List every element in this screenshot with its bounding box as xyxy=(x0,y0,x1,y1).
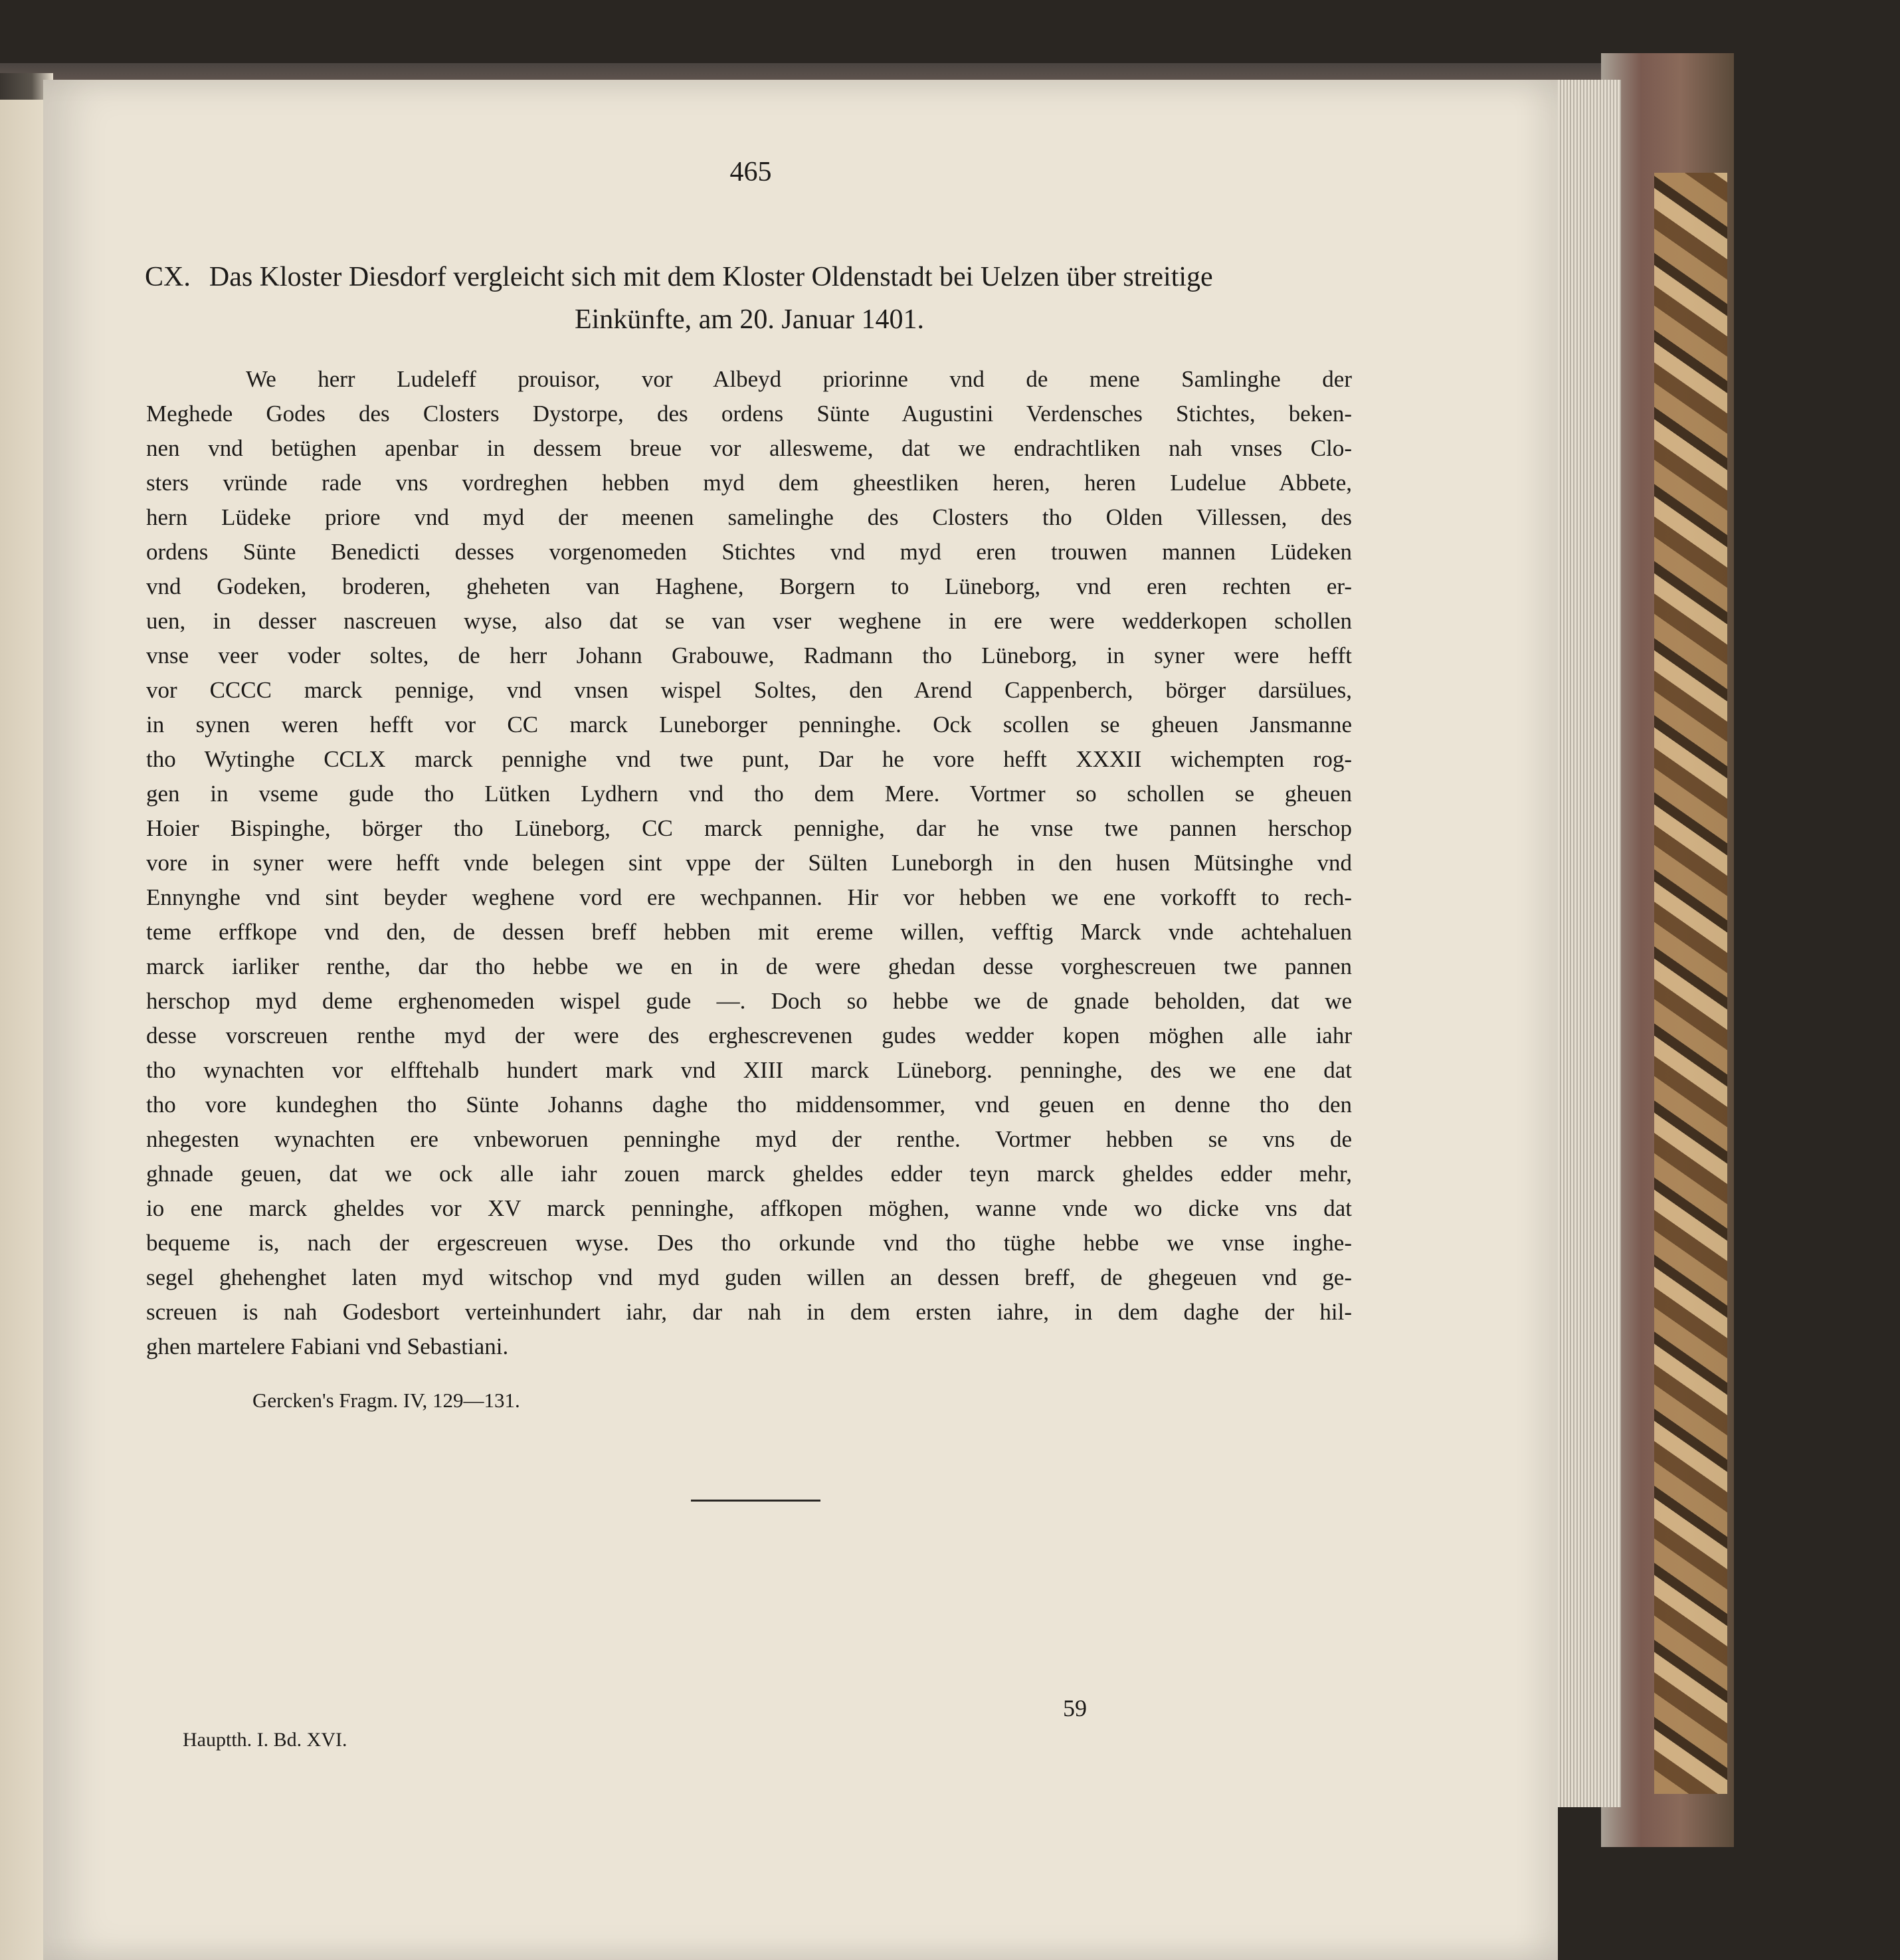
body-line: tho wynachten vor elfftehalb hundert mark vnd XIII marck Lüneborg. penninghe, des we ene dat xyxy=(146,1057,1352,1083)
body-line: sters vründe rade vns vordreghen hebben myd dem gheestliken heren, heren Ludelue Abbete, xyxy=(146,470,1352,496)
source-citation: Gercken's Fragm. IV, 129—131. xyxy=(252,1389,520,1412)
body-line: vnd Godeken, broderen, gheheten van Haghene, Borgern to Lüneborg, vnd eren rechten er- xyxy=(146,573,1352,599)
body-line: nen vnd betüghen apenbar in dessem breue vor allesweme, dat we endrachtliken nah vnses Clo- xyxy=(146,435,1352,461)
body-line: ghen martelere Fabiani vnd Sebastiani. xyxy=(146,1333,509,1359)
page-fore-edge xyxy=(1548,80,1621,1807)
body-line: in synen weren hefft vor CC marck Luneborger penninghe. Ock scollen se gheuen Jansmanne xyxy=(146,712,1352,737)
printer-signature: Hauptth. I. Bd. XVI. xyxy=(183,1729,347,1751)
heading-line-2: Einkünfte, am 20. Januar 1401. xyxy=(574,304,925,335)
body-line: herschop myd deme erghenomeden wispel gude —. Doch so hebbe we de gnade beholden, dat we xyxy=(146,988,1352,1014)
body-line: gen in vseme gude tho Lütken Lydhern vnd tho dem Mere. Vortmer so schollen se gheuen xyxy=(146,781,1352,807)
body-line: tho vore kundeghen tho Sünte Johanns daghe tho middensommer, vnd geuen en denne tho den xyxy=(146,1092,1352,1118)
document-number: CX. xyxy=(145,262,191,292)
body-line: tho Wytinghe CCLX marck pennighe vnd twe punt, Dar he vore hefft XXXII wichempten rog- xyxy=(146,746,1352,772)
body-line: marck iarliker renthe, dar tho hebbe we en in de were ghedan desse vorghescreuen twe pannen xyxy=(146,953,1352,979)
body-line: ghnade geuen, dat we ock alle iahr zouen marck gheldes edder teyn marck gheldes edder mehr, xyxy=(146,1161,1352,1187)
body-line: We herr Ludeleff prouisor, vor Albeyd priorinne vnd de mene Samlinghe der xyxy=(246,366,1352,392)
body-line: ordens Sünte Benedicti desses vorgenomeden Stichtes vnd myd eren trouwen mannen Lüdeken xyxy=(146,539,1352,565)
body-line: Hoier Bispinghe, börger tho Lüneborg, CC marck pennighe, dar he vnse twe pannen herschop xyxy=(146,815,1352,841)
body-line: vor CCCC marck pennige, vnd vnsen wispel Soltes, den Arend Cappenberch, börger darsülues, xyxy=(146,677,1352,703)
sheet-number: 59 xyxy=(1063,1695,1087,1721)
body-line: vore in syner were hefft vnde belegen sint vppe der Sülten Luneborgh in den husen Mütsinghe vnd xyxy=(146,850,1352,876)
body-line: teme erffkope vnd den, de dessen breff hebben mit ereme willen, vefftig Marck vnde achtehaluen xyxy=(146,919,1352,945)
body-line: uen, in desser nascreuen wyse, also dat se van vser weghene in ere were wedderkopen schollen xyxy=(146,608,1352,634)
body-line: io ene marck gheldes vor XV marck penninghe, affkopen möghen, wanne vnde wo dicke vns dat xyxy=(146,1195,1352,1221)
body-line: Ennynghe vnd sint beyder weghene vord ere wechpannen. Hir vor hebben we ene vorkofft to rech- xyxy=(146,884,1352,910)
body-line: segel ghehenghet laten myd witschop vnd myd guden willen an dessen breff, de ghegeuen vnd ge- xyxy=(146,1264,1352,1290)
page-number: 465 xyxy=(729,157,772,187)
section-divider xyxy=(691,1500,820,1502)
body-line: vnse veer voder soltes, de herr Johann Grabouwe, Radmann tho Lüneborg, in syner were hefft xyxy=(146,642,1352,668)
body-line: Meghede Godes des Closters Dystorpe, des ordens Sünte Augustini Verdensches Stichtes, beken- xyxy=(146,401,1352,427)
document-heading xyxy=(145,256,1354,341)
body-line: hern Lüdeke priore vnd myd der meenen samelinghe des Closters tho Olden Villessen, des xyxy=(146,504,1352,530)
body-line: bequeme is, nach der ergescreuen wyse. Des tho orkunde vnd tho tüghe hebbe we vnse inghe- xyxy=(146,1230,1352,1256)
body-line: desse vorscreuen renthe myd der were des erghescrevenen gudes wedder kopen möghen alle iahr xyxy=(146,1023,1352,1048)
body-line: screuen is nah Godesbort verteinhundert iahr, dar nah in dem ersten iahre, in dem daghe der hil- xyxy=(146,1299,1352,1325)
body-line: nhegesten wynachten ere vnbeworuen penninghe myd der renthe. Vortmer hebben se vns de xyxy=(146,1126,1352,1152)
marbled-cover-paper xyxy=(1654,173,1727,1794)
document-body xyxy=(146,362,1352,1364)
heading-line-1: Das Kloster Diesdorf vergleicht sich mit dem Kloster Oldenstadt bei Uelzen über streitige xyxy=(209,262,1213,292)
